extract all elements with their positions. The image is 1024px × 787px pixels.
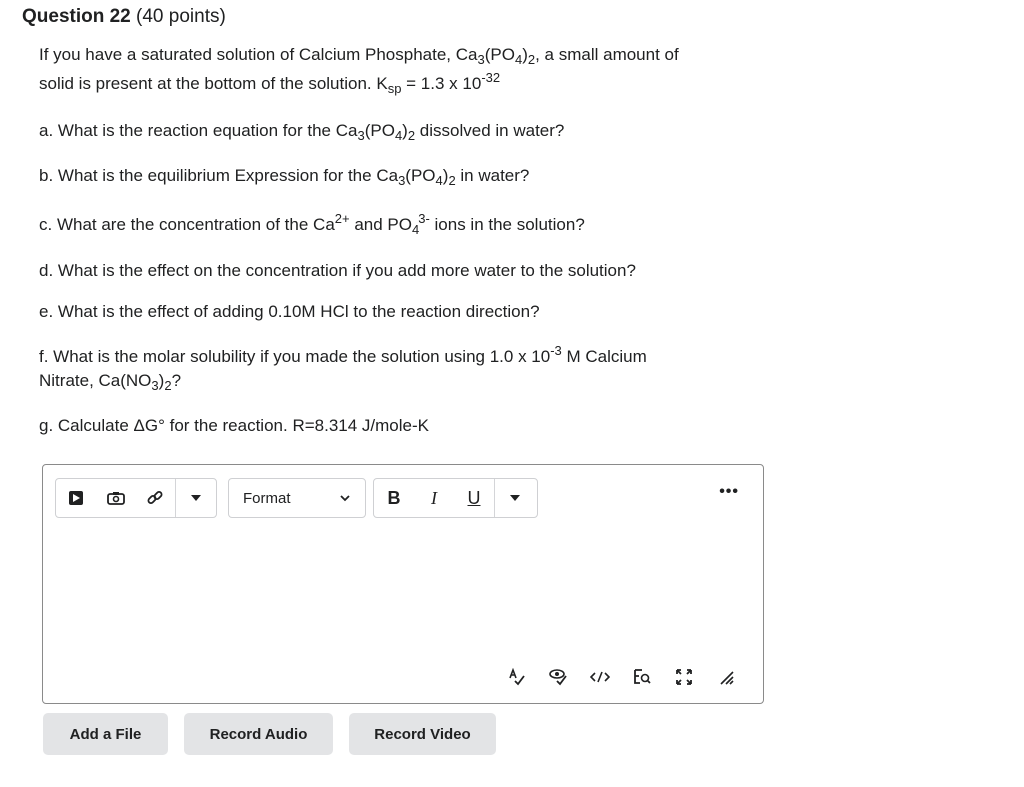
spellcheck-button[interactable]	[495, 665, 537, 689]
text-style-toolbar-group	[373, 478, 538, 518]
insert-link-icon	[146, 489, 164, 507]
resize-handle[interactable]	[705, 665, 747, 689]
format-dropdown[interactable]	[228, 478, 366, 518]
question-points: (40 points)	[136, 6, 226, 27]
chevron-down-icon	[339, 492, 351, 504]
record-video-button[interactable]: Record Video	[349, 713, 496, 755]
part-b: b. What is the equilibrium Expression for the $Ca_3(PO_4)_2$ in water?	[39, 166, 530, 188]
fullscreen-button[interactable]	[663, 665, 705, 689]
insert-toolbar-group	[55, 478, 217, 518]
question-title	[22, 6, 226, 28]
question-intro: If you have a saturated solution of Calcium Phosphate, $Ca_3(PO_4)_2$, a small amount of solid is present at the bottom of the solution. $K_{sp} = 1.3$ x $10^{-32}$	[39, 45, 679, 96]
more-actions-button[interactable]: •••	[719, 483, 739, 500]
spellcheck-icon	[507, 668, 525, 686]
insert-stuff-icon	[68, 490, 84, 506]
find-replace-icon	[633, 668, 651, 686]
question-number: Question 22	[22, 6, 131, 27]
bold-button[interactable]: B	[387, 487, 401, 508]
chevron-down-icon	[510, 495, 520, 501]
source-code-icon	[590, 670, 610, 684]
insert-image-icon	[107, 491, 125, 505]
editor-status-bar	[495, 665, 747, 689]
insert-stuff-button[interactable]	[56, 479, 96, 517]
accessibility-checker-button[interactable]	[537, 665, 579, 689]
chevron-down-icon	[191, 495, 201, 501]
answer-editor[interactable]	[42, 464, 764, 704]
format-dropdown-label: Format	[243, 489, 291, 507]
source-code-button[interactable]	[579, 665, 621, 689]
part-d: d. What is the effect on the concentration if you add more water to the solution?	[39, 261, 636, 280]
part-g: g. Calculate ΔG° for the reaction. R=8.314 J/mole-K	[39, 416, 429, 435]
resize-handle-icon	[718, 669, 734, 685]
insert-link-button[interactable]	[136, 479, 176, 517]
add-file-button[interactable]: Add a File	[43, 713, 168, 755]
underline-button[interactable]: U	[467, 487, 481, 508]
text-style-more-dropdown[interactable]	[495, 479, 535, 517]
part-e: e. What is the effect of adding 0.10M HCl to the reaction direction?	[39, 302, 540, 321]
find-replace-button[interactable]	[621, 665, 663, 689]
part-a: a. What is the reaction equation for the $Ca_3(PO_4)_2$ dissolved in water?	[39, 121, 565, 143]
part-f: f. What is the molar solubility if you made the solution using 1.0 x $10^{-3}$ M Calcium Nitrate, $Ca(NO_3)_2$?	[39, 343, 647, 393]
insert-image-button[interactable]	[96, 479, 136, 517]
fullscreen-icon	[675, 668, 693, 686]
part-c: c. What are the concentration of the $Ca^{2+}$ and $PO_4^{3-}$ ions in the solution?	[39, 211, 585, 237]
accessibility-checker-icon	[549, 668, 567, 686]
record-audio-button[interactable]: Record Audio	[184, 713, 333, 755]
insert-more-dropdown[interactable]	[176, 479, 216, 517]
italic-button[interactable]: I	[431, 487, 437, 508]
